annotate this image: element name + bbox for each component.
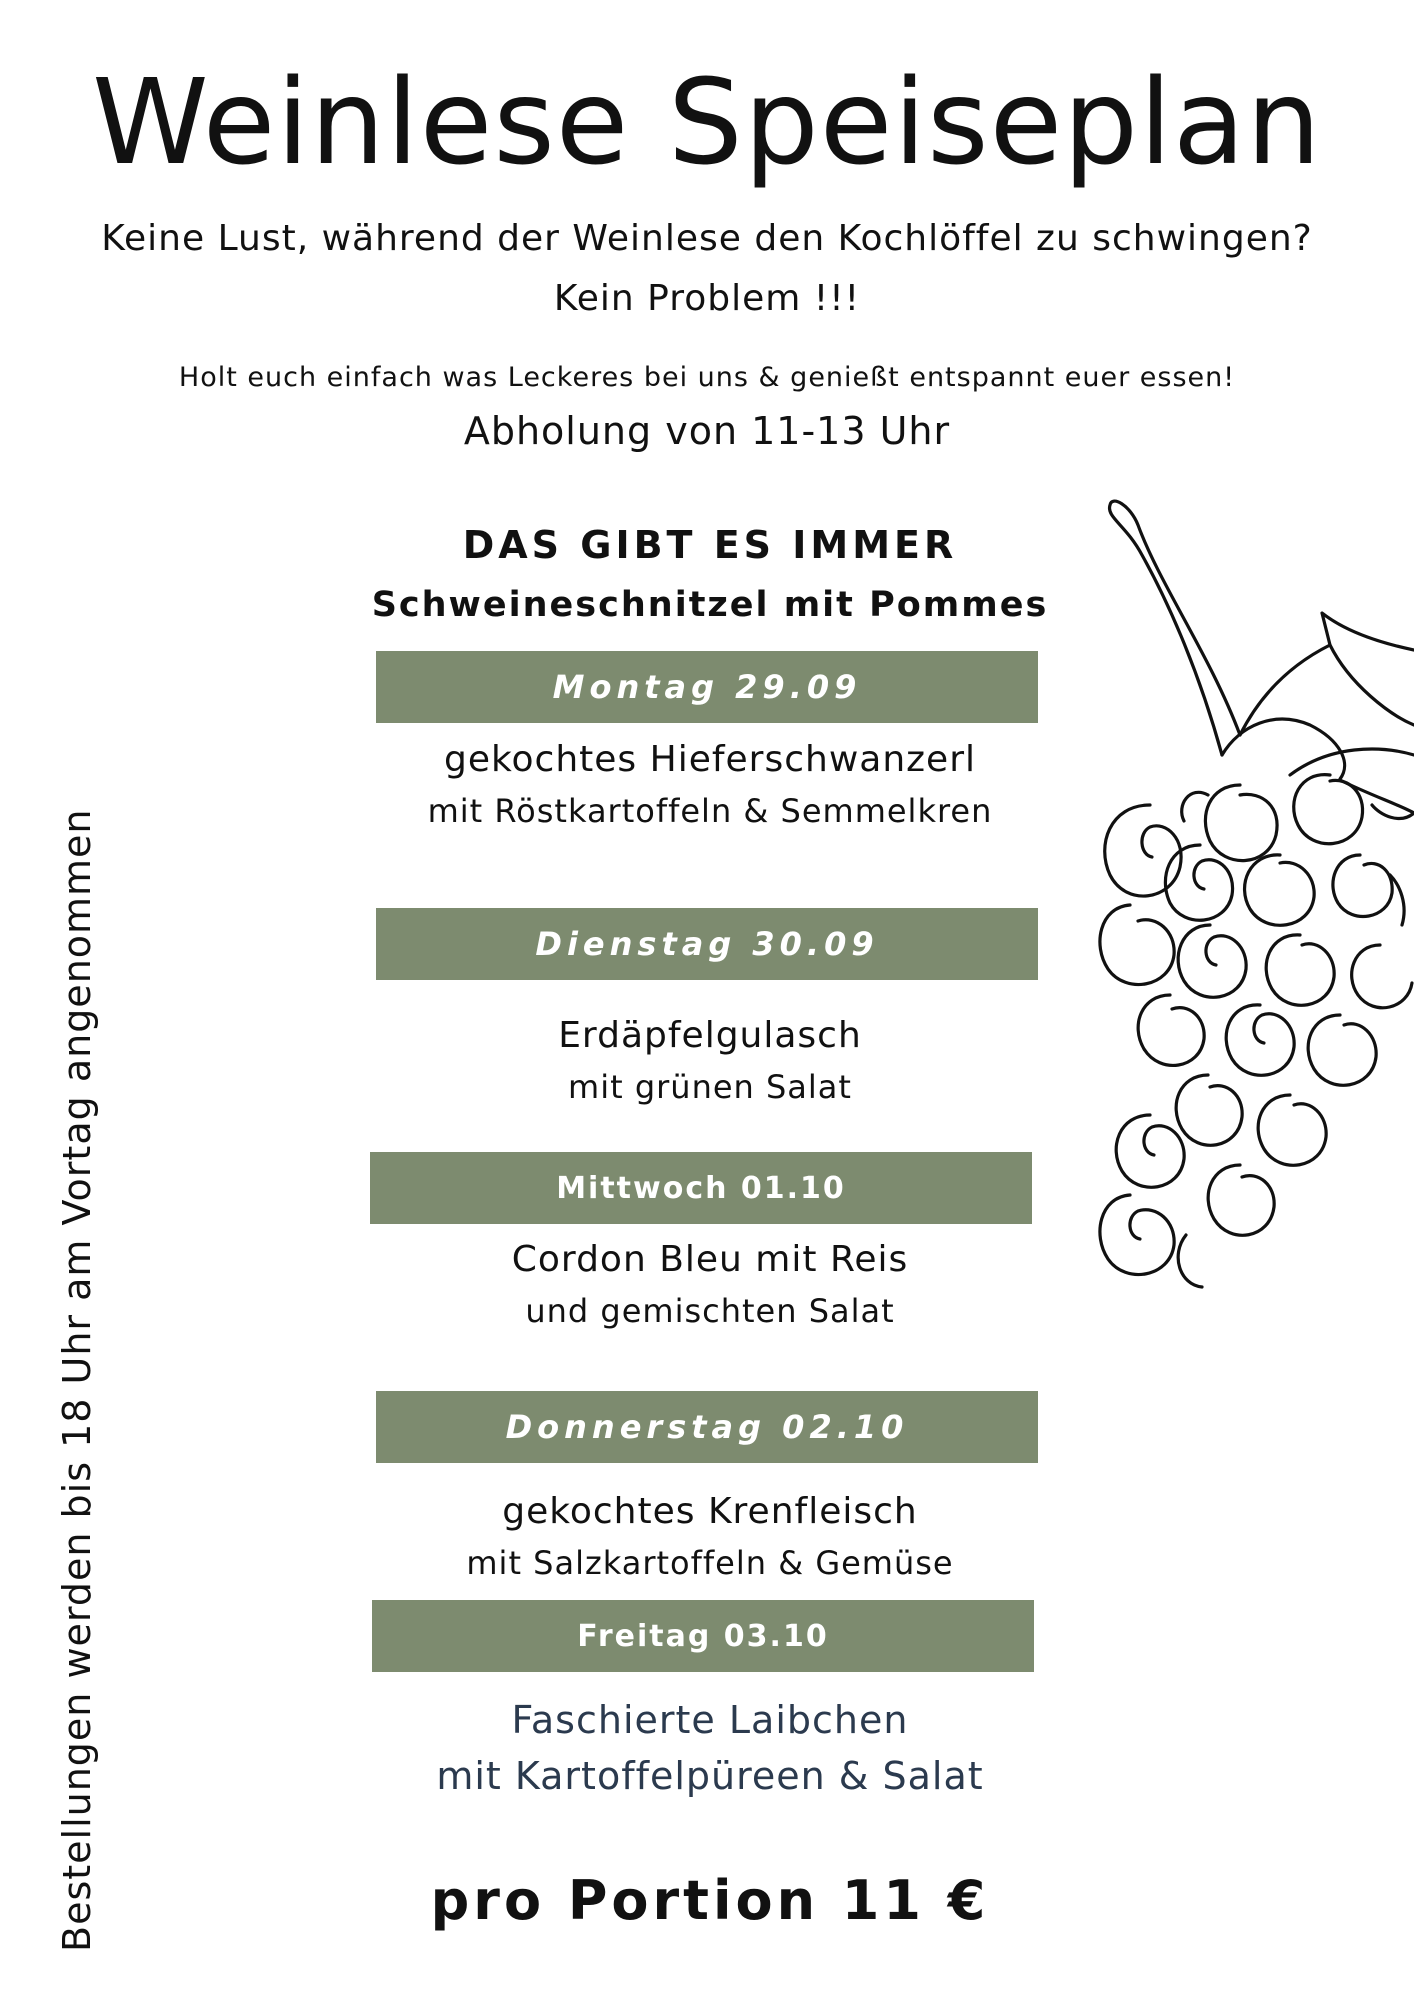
dish-tuesday bbox=[300, 1010, 1120, 1112]
price-per-portion: pro Portion 11 € bbox=[430, 1869, 990, 1932]
page-title: Weinlese Speiseplan bbox=[92, 53, 1322, 191]
day-header-wednesday: Mittwoch 01.10 bbox=[370, 1152, 1032, 1224]
dish-monday-side: mit Röstkartoffeln & Semmelkren bbox=[427, 792, 993, 830]
day-header-friday: Freitag 03.10 bbox=[372, 1600, 1034, 1672]
dish-thursday-main: gekochtes Krenfleisch bbox=[502, 1491, 918, 1532]
always-available-dish: Schweineschnitzel mit Pommes bbox=[371, 585, 1049, 625]
intro-question: Keine Lust, während der Weinlese den Kochlöffel zu schwingen? bbox=[101, 218, 1313, 259]
dish-wednesday bbox=[300, 1234, 1120, 1336]
day-header-tuesday: Dienstag 30.09 bbox=[376, 908, 1038, 980]
dish-tuesday-main: Erdäpfelgulasch bbox=[558, 1015, 862, 1056]
intro-answer: Kein Problem !!! bbox=[553, 278, 861, 319]
day-header-monday: Montag 29.09 bbox=[376, 651, 1038, 723]
dish-thursday bbox=[300, 1486, 1120, 1588]
pickup-time: Abholung von 11-13 Uhr bbox=[463, 409, 951, 453]
dish-monday bbox=[300, 734, 1120, 836]
dish-tuesday-side: mit grünen Salat bbox=[568, 1068, 852, 1106]
always-available-heading: DAS GIBT ES IMMER bbox=[462, 523, 958, 567]
dish-thursday-side: mit Salzkartoffeln & Gemüse bbox=[466, 1544, 954, 1582]
dish-friday-main: Faschierte Laibchen bbox=[511, 1698, 909, 1742]
dish-wednesday-main: Cordon Bleu mit Reis bbox=[511, 1239, 909, 1280]
dish-monday-main: gekochtes Hieferschwanzerl bbox=[443, 739, 977, 780]
dish-wednesday-side: und gemischten Salat bbox=[525, 1292, 895, 1330]
dish-friday bbox=[300, 1692, 1120, 1804]
dish-friday-side: mit Kartoffelpüreen & Salat bbox=[436, 1754, 984, 1798]
day-header-thursday: Donnerstag 02.10 bbox=[376, 1391, 1038, 1463]
grape-cluster-line-art-icon bbox=[1090, 495, 1414, 1295]
intro-invitation: Holt euch einfach was Leckeres bei uns & genießt entspannt euer essen! bbox=[178, 362, 1236, 393]
order-deadline-note: Bestellungen werden bis 18 Uhr am Vortag angenommen bbox=[55, 808, 99, 1952]
